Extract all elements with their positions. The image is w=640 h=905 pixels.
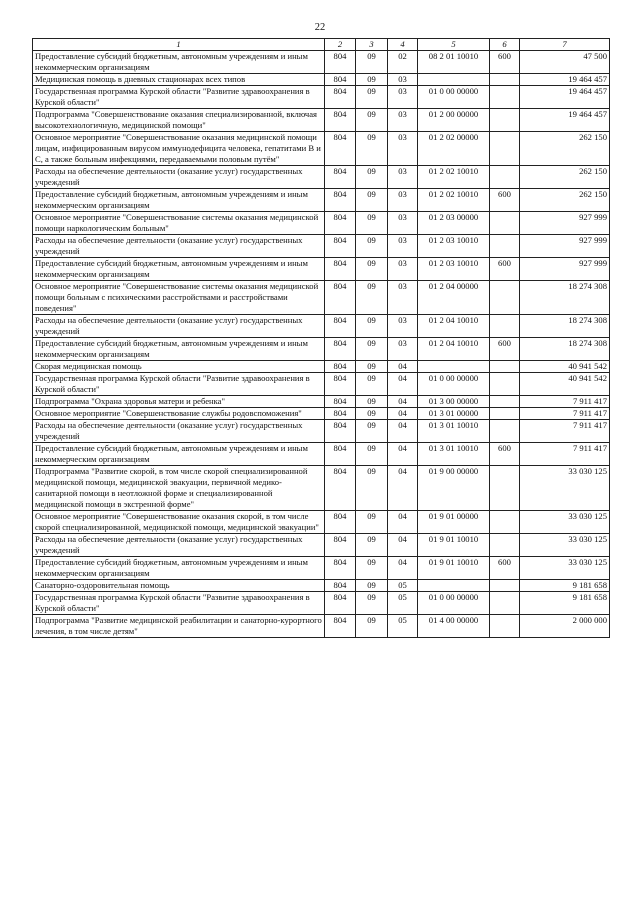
cell-target: [418, 580, 490, 592]
cell-ministry: 804: [325, 258, 356, 281]
cell-subsection: 04: [388, 408, 418, 420]
cell-name: Скорая медицинская помощь: [33, 361, 325, 373]
column-header-section: 3: [356, 39, 388, 51]
cell-type: 600: [490, 443, 520, 466]
cell-name: Подпрограмма "Развитие скорой, в том числе скорой специализированной медицинской помощи, медицинской эвакуации, первичной медико-санитарной помощи в неотложной форме и специализированной медицинской помощи в экстренной форме": [33, 466, 325, 511]
cell-target: 01 2 02 10010: [418, 166, 490, 189]
cell-target: 01 2 04 10010: [418, 315, 490, 338]
cell-amount: 18 274 308: [520, 315, 610, 338]
cell-ministry: 804: [325, 511, 356, 534]
cell-target: 01 0 00 00000: [418, 373, 490, 396]
cell-amount: 19 464 457: [520, 74, 610, 86]
cell-name: Расходы на обеспечение деятельности (оказание услуг) государственных учреждений: [33, 235, 325, 258]
cell-type: 600: [490, 557, 520, 580]
table-row: [33, 420, 610, 443]
cell-name: Основное мероприятие "Совершенствование оказания скорой, в том числе скорой специализированной, медицинской помощи, медицинской эвакуации": [33, 511, 325, 534]
cell-type: [490, 511, 520, 534]
cell-amount: 19 464 457: [520, 109, 610, 132]
cell-name: Расходы на обеспечение деятельности (оказание услуг) государственных учреждений: [33, 315, 325, 338]
cell-type: [490, 235, 520, 258]
cell-target: 01 9 00 00000: [418, 466, 490, 511]
cell-type: [490, 592, 520, 615]
cell-amount: 7 911 417: [520, 420, 610, 443]
cell-section: 09: [356, 511, 388, 534]
cell-amount: 927 999: [520, 235, 610, 258]
cell-name: Предоставление субсидий бюджетным, автономным учреждениям и иным некоммерческим организациям: [33, 443, 325, 466]
cell-subsection: 03: [388, 315, 418, 338]
cell-ministry: 804: [325, 109, 356, 132]
cell-type: [490, 132, 520, 166]
cell-amount: 927 999: [520, 212, 610, 235]
cell-subsection: 04: [388, 396, 418, 408]
table-row: [33, 408, 610, 420]
cell-name: Подпрограмма "Охрана здоровья матери и ребенка": [33, 396, 325, 408]
cell-subsection: 05: [388, 615, 418, 638]
cell-amount: 33 030 125: [520, 466, 610, 511]
table-row: [33, 189, 610, 212]
cell-type: [490, 212, 520, 235]
cell-ministry: 804: [325, 74, 356, 86]
cell-type: 600: [490, 51, 520, 74]
cell-subsection: 04: [388, 511, 418, 534]
cell-amount: 40 941 542: [520, 361, 610, 373]
cell-target: 01 2 03 00000: [418, 212, 490, 235]
cell-ministry: 804: [325, 235, 356, 258]
column-header-type: 6: [490, 39, 520, 51]
cell-amount: 33 030 125: [520, 534, 610, 557]
table-row: [33, 443, 610, 466]
cell-section: 09: [356, 212, 388, 235]
table-row: [33, 109, 610, 132]
cell-amount: 927 999: [520, 258, 610, 281]
cell-subsection: 03: [388, 258, 418, 281]
cell-amount: 262 150: [520, 132, 610, 166]
cell-target: 01 9 01 10010: [418, 557, 490, 580]
cell-ministry: 804: [325, 443, 356, 466]
column-header-amount: 7: [520, 39, 610, 51]
cell-section: 09: [356, 420, 388, 443]
cell-type: [490, 315, 520, 338]
cell-name: Государственная программа Курской области "Развитие здравоохранения в Курской области": [33, 86, 325, 109]
cell-target: 01 3 00 00000: [418, 396, 490, 408]
cell-name: Предоставление субсидий бюджетным, автономным учреждениям и иным некоммерческим организациям: [33, 51, 325, 74]
cell-ministry: 804: [325, 189, 356, 212]
column-header-name: 1: [33, 39, 325, 51]
cell-ministry: 804: [325, 86, 356, 109]
table-row: [33, 212, 610, 235]
cell-type: [490, 166, 520, 189]
cell-subsection: 04: [388, 534, 418, 557]
cell-ministry: 804: [325, 420, 356, 443]
table-row: [33, 235, 610, 258]
cell-name: Основное мероприятие "Совершенствование системы оказания медицинской помощи больным с психическими расстройствами и расстройствами поведения": [33, 281, 325, 315]
table-row: [33, 51, 610, 74]
cell-ministry: 804: [325, 615, 356, 638]
header-row: [33, 39, 610, 51]
cell-name: Медицинская помощь в дневных стационарах всех типов: [33, 74, 325, 86]
table-row: [33, 258, 610, 281]
cell-section: 09: [356, 361, 388, 373]
cell-section: 09: [356, 315, 388, 338]
cell-amount: 9 181 658: [520, 580, 610, 592]
cell-amount: 7 911 417: [520, 396, 610, 408]
table-row: [33, 338, 610, 361]
cell-ministry: 804: [325, 51, 356, 74]
table-body: [33, 51, 610, 638]
cell-target: 01 2 04 10010: [418, 338, 490, 361]
cell-amount: 47 500: [520, 51, 610, 74]
cell-name: Предоставление субсидий бюджетным, автономным учреждениям и иным некоммерческим организациям: [33, 189, 325, 212]
cell-type: [490, 408, 520, 420]
table-row: [33, 615, 610, 638]
cell-subsection: 03: [388, 166, 418, 189]
cell-type: [490, 396, 520, 408]
cell-ministry: 804: [325, 281, 356, 315]
cell-amount: 33 030 125: [520, 511, 610, 534]
cell-name: Расходы на обеспечение деятельности (оказание услуг) государственных учреждений: [33, 534, 325, 557]
cell-ministry: 804: [325, 373, 356, 396]
cell-section: 09: [356, 580, 388, 592]
column-header-ministry: 2: [325, 39, 356, 51]
column-header-subsection: 4: [388, 39, 418, 51]
cell-section: 09: [356, 51, 388, 74]
table-row: [33, 592, 610, 615]
cell-amount: 9 181 658: [520, 592, 610, 615]
cell-amount: 262 150: [520, 189, 610, 212]
cell-ministry: 804: [325, 315, 356, 338]
table-row: [33, 396, 610, 408]
table-row: [33, 361, 610, 373]
cell-section: 09: [356, 132, 388, 166]
cell-target: 01 2 00 00000: [418, 109, 490, 132]
cell-type: [490, 361, 520, 373]
cell-subsection: 03: [388, 86, 418, 109]
cell-section: 09: [356, 338, 388, 361]
cell-section: 09: [356, 396, 388, 408]
cell-ministry: 804: [325, 534, 356, 557]
cell-section: 09: [356, 557, 388, 580]
cell-name: Государственная программа Курской области "Развитие здравоохранения в Курской области": [33, 592, 325, 615]
cell-name: Предоставление субсидий бюджетным, автономным учреждениям и иным некоммерческим организациям: [33, 557, 325, 580]
cell-section: 09: [356, 592, 388, 615]
cell-section: 09: [356, 109, 388, 132]
cell-type: [490, 86, 520, 109]
cell-target: 01 3 01 10010: [418, 443, 490, 466]
cell-name: Расходы на обеспечение деятельности (оказание услуг) государственных учреждений: [33, 420, 325, 443]
cell-type: [490, 281, 520, 315]
cell-name: Основное мероприятие "Совершенствование оказания медицинской помощи лицам, инфицированным вирусом иммунодефицита человека, гепатитами B и C, а также больным инфекциями, передаваемыми половым путём": [33, 132, 325, 166]
cell-ministry: 804: [325, 166, 356, 189]
cell-target: 01 0 00 00000: [418, 592, 490, 615]
cell-section: 09: [356, 166, 388, 189]
cell-subsection: 03: [388, 189, 418, 212]
cell-ministry: 804: [325, 592, 356, 615]
cell-section: 09: [356, 443, 388, 466]
page-number: 22: [314, 22, 326, 33]
cell-target: [418, 361, 490, 373]
cell-ministry: 804: [325, 361, 356, 373]
cell-amount: 7 911 417: [520, 443, 610, 466]
cell-target: 08 2 01 10010: [418, 51, 490, 74]
cell-subsection: 03: [388, 281, 418, 315]
cell-section: 09: [356, 408, 388, 420]
cell-ministry: 804: [325, 466, 356, 511]
cell-name: Расходы на обеспечение деятельности (оказание услуг) государственных учреждений: [33, 166, 325, 189]
cell-name: Подпрограмма "Совершенствование оказания специализированной, включая высокотехнологичную, медицинской помощи": [33, 109, 325, 132]
cell-target: 01 2 03 10010: [418, 235, 490, 258]
cell-subsection: 04: [388, 466, 418, 511]
cell-target: 01 9 01 00000: [418, 511, 490, 534]
cell-name: Основное мероприятие "Совершенствование службы родовспоможения": [33, 408, 325, 420]
cell-subsection: 03: [388, 132, 418, 166]
cell-type: [490, 534, 520, 557]
table-row: [33, 315, 610, 338]
cell-section: 09: [356, 189, 388, 212]
cell-amount: 40 941 542: [520, 373, 610, 396]
cell-type: [490, 580, 520, 592]
cell-subsection: 03: [388, 338, 418, 361]
table-row: [33, 373, 610, 396]
cell-section: 09: [356, 258, 388, 281]
cell-type: [490, 466, 520, 511]
cell-section: 09: [356, 466, 388, 511]
cell-name: Подпрограмма "Развитие медицинской реабилитации и санаторно-курортного лечения, в том числе детям": [33, 615, 325, 638]
cell-type: [490, 373, 520, 396]
cell-section: 09: [356, 373, 388, 396]
cell-target: 01 2 02 10010: [418, 189, 490, 212]
cell-section: 09: [356, 74, 388, 86]
cell-type: 600: [490, 338, 520, 361]
cell-section: 09: [356, 281, 388, 315]
cell-name: Государственная программа Курской области "Развитие здравоохранения в Курской области": [33, 373, 325, 396]
table-row: [33, 132, 610, 166]
cell-target: 01 9 01 10010: [418, 534, 490, 557]
cell-ministry: 804: [325, 580, 356, 592]
table-row: [33, 557, 610, 580]
cell-subsection: 04: [388, 361, 418, 373]
cell-subsection: 03: [388, 212, 418, 235]
cell-subsection: 05: [388, 592, 418, 615]
cell-type: 600: [490, 189, 520, 212]
cell-target: 01 2 02 00000: [418, 132, 490, 166]
cell-ministry: 804: [325, 338, 356, 361]
cell-amount: 18 274 308: [520, 338, 610, 361]
cell-target: 01 3 01 10010: [418, 420, 490, 443]
cell-subsection: 04: [388, 443, 418, 466]
cell-name: Санаторно-оздоровительная помощь: [33, 580, 325, 592]
cell-ministry: 804: [325, 408, 356, 420]
cell-subsection: 03: [388, 235, 418, 258]
cell-subsection: 04: [388, 373, 418, 396]
cell-type: 600: [490, 258, 520, 281]
cell-target: [418, 74, 490, 86]
table-row: [33, 466, 610, 511]
cell-section: 09: [356, 235, 388, 258]
table-row: [33, 511, 610, 534]
table-row: [33, 580, 610, 592]
cell-name: Предоставление субсидий бюджетным, автономным учреждениям и иным некоммерческим организациям: [33, 338, 325, 361]
cell-name: Предоставление субсидий бюджетным, автономным учреждениям и иным некоммерческим организациям: [33, 258, 325, 281]
cell-target: 01 2 03 10010: [418, 258, 490, 281]
cell-target: 01 2 04 00000: [418, 281, 490, 315]
cell-amount: 33 030 125: [520, 557, 610, 580]
cell-type: [490, 74, 520, 86]
cell-subsection: 04: [388, 557, 418, 580]
cell-type: [490, 109, 520, 132]
cell-target: 01 3 01 00000: [418, 408, 490, 420]
cell-section: 09: [356, 86, 388, 109]
cell-subsection: 04: [388, 420, 418, 443]
cell-amount: 18 274 308: [520, 281, 610, 315]
table-row: [33, 166, 610, 189]
cell-subsection: 03: [388, 109, 418, 132]
budget-table: [32, 38, 610, 638]
table-row: [33, 534, 610, 557]
column-header-target: 5: [418, 39, 490, 51]
table-row: [33, 86, 610, 109]
cell-subsection: 02: [388, 51, 418, 74]
cell-amount: 262 150: [520, 166, 610, 189]
cell-target: 01 0 00 00000: [418, 86, 490, 109]
cell-type: [490, 420, 520, 443]
cell-section: 09: [356, 534, 388, 557]
table-row: [33, 281, 610, 315]
cell-subsection: 05: [388, 580, 418, 592]
cell-ministry: 804: [325, 132, 356, 166]
cell-type: [490, 615, 520, 638]
cell-ministry: 804: [325, 212, 356, 235]
cell-amount: 19 464 457: [520, 86, 610, 109]
cell-name: Основное мероприятие "Совершенствование системы оказания медицинской помощи наркологическим больным": [33, 212, 325, 235]
cell-section: 09: [356, 615, 388, 638]
cell-amount: 2 000 000: [520, 615, 610, 638]
cell-ministry: 804: [325, 557, 356, 580]
cell-ministry: 804: [325, 396, 356, 408]
table-row: [33, 74, 610, 86]
cell-amount: 7 911 417: [520, 408, 610, 420]
cell-subsection: 03: [388, 74, 418, 86]
cell-target: 01 4 00 00000: [418, 615, 490, 638]
